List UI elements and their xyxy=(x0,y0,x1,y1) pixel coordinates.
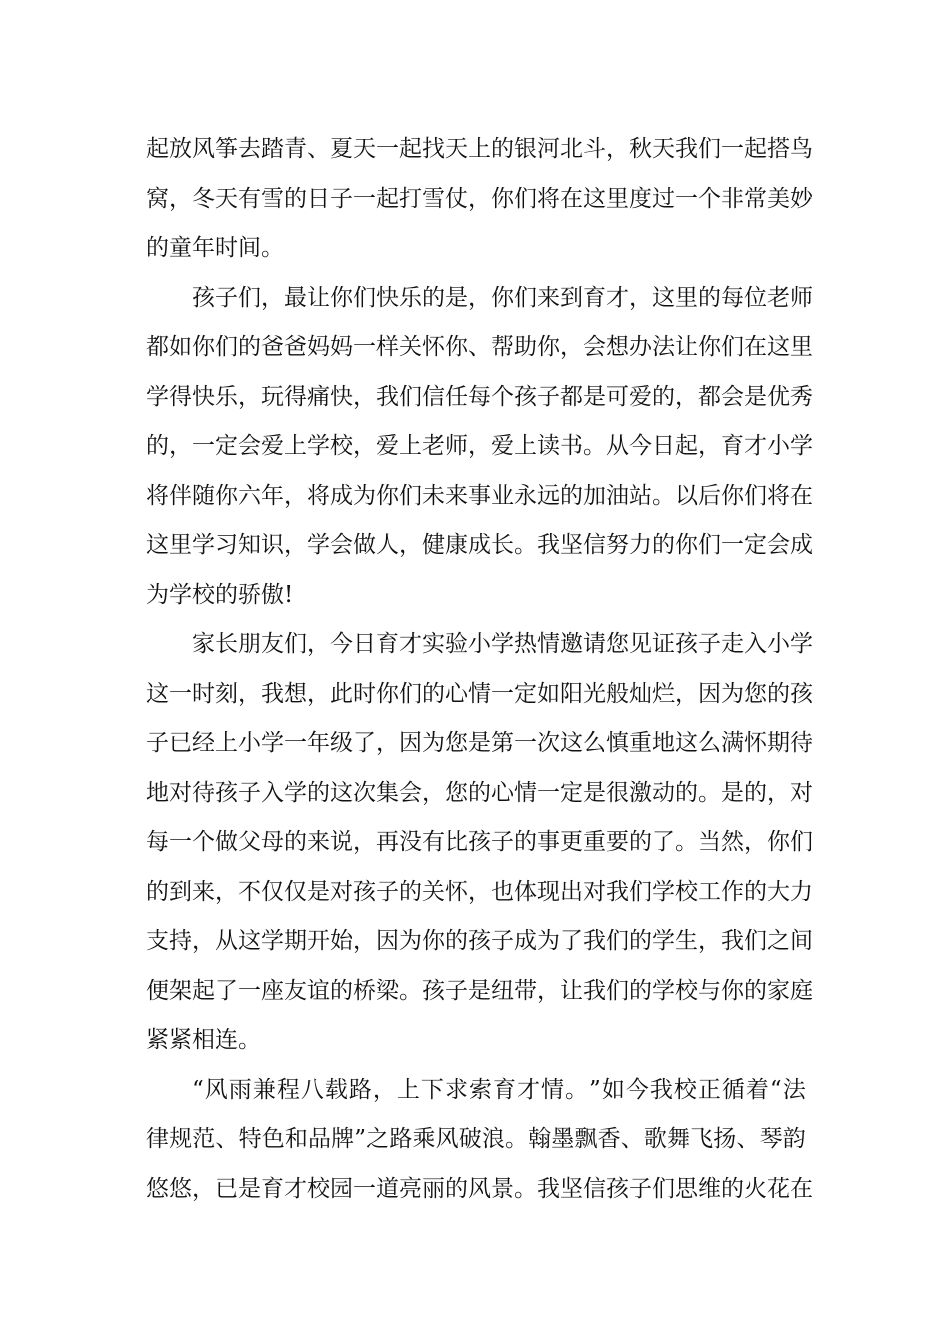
text-line: 起 放 风 筝 去 踏 青 、 夏 天 一 起 找 天 上 的 银 河 北 斗 ， 秋 天 我 们 一 起 搭 鸟 xyxy=(146,136,813,162)
text-line: 悠 悠 ， 已 是 育 才 校 园 一 道 亮 丽 的 风 景 。 我 坚 信 孩 子 们 思 维 的 火 花 在 xyxy=(146,1175,813,1202)
text-line: 学 得 快 乐 ， 玩 得 痛 快 ， 我 们 信 任 每 个 孩 子 都 是 可 爱 的 ， 都 会 是 优 秀 xyxy=(146,383,813,410)
text-line: 的 到 来 ， 不 仅 仅 是 对 孩 子 的 关 怀 ， 也 体 现 出 对 我 们 学 校 工 作 的 大 力 xyxy=(146,878,813,905)
text-line: 将 伴 随 你 六 年 ， 将 成 为 你 们 未 来 事 业 永 远 的 加 油 站 。 以 后 你 们 将 在 xyxy=(146,482,813,509)
text-line: 地 对 待 孩 子 入 学 的 这 次 集 会 ， 您 的 心 情 一 定 是 很 激 动 的 。 是 的 ， 对 xyxy=(146,779,813,806)
text-line: 这 一 时 刻 ， 我 想 ， 此 时 你 们 的 心 情 一 定 如 阳 光 般 灿 烂 ， 因 为 您 的 孩 xyxy=(146,680,813,707)
text-line: 为 学 校 的 骄 傲 ! xyxy=(146,581,294,608)
text-line: 都 如 你 们 的 爸 爸 妈 妈 一 样 关 怀 你 、 帮 助 你 ， 会 想 办 法 让 你 们 在 这 里 xyxy=(146,334,813,360)
text-line: 支 持 ， 从 这 学 期 开 始 ， 因 为 你 的 孩 子 成 为 了 我 们 的 学 生 ， 我 们 之 间 xyxy=(146,928,813,954)
text-line: 便 架 起 了 一 座 友 谊 的 桥 梁 。 孩 子 是 纽 带 ， 让 我 们 的 学 校 与 你 的 家 庭 xyxy=(146,977,813,1004)
text-line: 家 长 朋 友 们 ， 今 日 育 才 实 验 小 学 热 情 邀 请 您 见 证 孩 子 走 入 小 学 xyxy=(192,631,813,657)
text-line: 窝 ， 冬 天 有 雪 的 日 子 一 起 打 雪 仗 ， 你 们 将 在 这 里 度 过 一 个 非 常 美 妙 xyxy=(146,185,813,212)
text-line: 律 规 范 、 特 色 和 品 牌 ” 之 路 乘 风 破 浪 。 翰 墨 飘 香 、 歌 舞 飞 扬 、 琴 韵 xyxy=(146,1126,806,1152)
text-line: 子 已 经 上 小 学 一 年 级 了 ， 因 为 您 是 第 一 次 这 么 慎 重 地 这 么 满 怀 期 待 xyxy=(146,730,813,756)
text-line: 每 一 个 做 父 母 的 来 说 ， 再 没 有 比 孩 子 的 事 更 重 要 的 了 。 当 然 ， 你 们 xyxy=(146,829,813,855)
text-line: “ 风 雨 兼 程 八 载 路 ， 上 下 求 索 育 才 情 。 ” 如 今 我 校 正 循 着 “ 法 xyxy=(192,1076,806,1103)
document-body xyxy=(146,125,813,1214)
text-line: 紧 紧 相 连 。 xyxy=(146,1027,261,1053)
text-line: 孩 子 们 ， 最 让 你 们 快 乐 的 是 ， 你 们 来 到 育 才 ， 这 里 的 每 位 老 师 xyxy=(192,284,813,311)
text-line: 这 里 学 习 知 识 ， 学 会 做 人 ， 健 康 成 长 。 我 坚 信 努 力 的 你 们 一 定 会 成 xyxy=(146,532,813,558)
text-line: 的 ， 一 定 会 爱 上 学 校 ， 爱 上 老 师 ， 爱 上 读 书 。 从 今 日 起 ， 育 才 小 学 xyxy=(146,433,813,459)
text-line: 的 童 年 时 间 。 xyxy=(146,235,284,261)
